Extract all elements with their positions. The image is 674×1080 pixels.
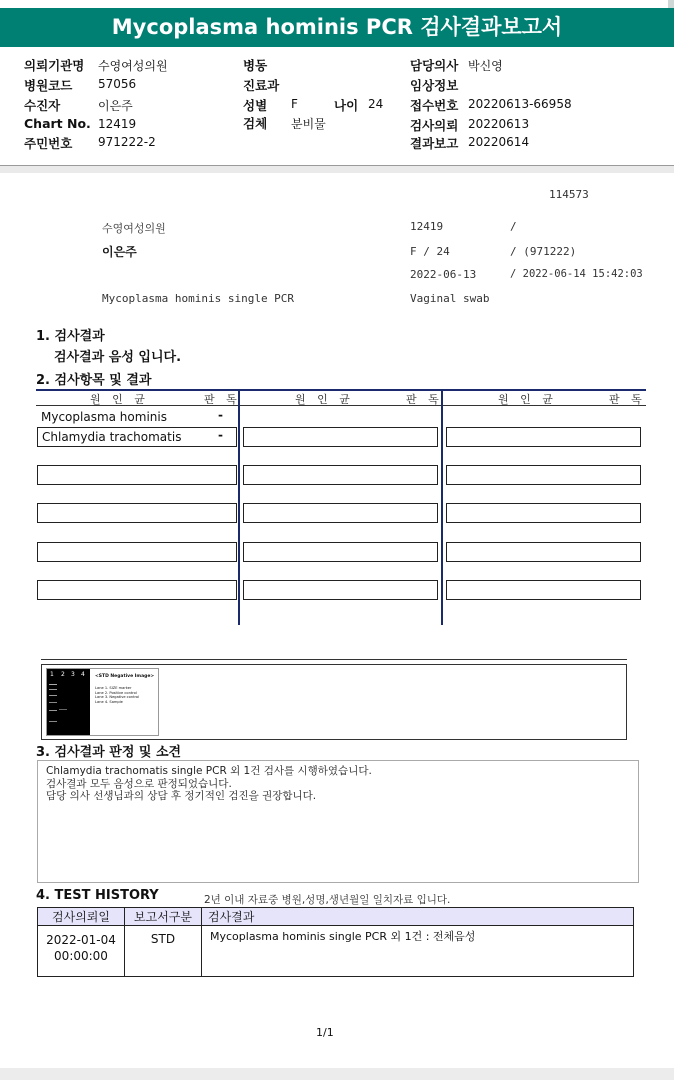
empty-cell	[446, 580, 641, 600]
item-2-name: Chlamydia trachomatis	[42, 430, 182, 444]
info-birth: / (971222)	[510, 245, 577, 258]
empty-cell	[446, 427, 641, 447]
history-time: 00:00:00	[54, 949, 108, 963]
specimen-value: 분비물	[291, 117, 326, 131]
info-clinic: 수영여성의원	[102, 222, 166, 235]
hospital-label: 의뢰기관명	[24, 58, 85, 73]
lane-number: 2	[61, 671, 65, 678]
gel-legend-title: <STD Negative Image>	[95, 674, 155, 679]
col-pathogen-header-1: 원 인 균	[90, 393, 149, 406]
history-col-date: 검사의뢰일	[38, 908, 125, 926]
history-result: Mycoplasma hominis single PCR 외 1건 : 전체음성	[202, 926, 634, 977]
age-label: 나이	[334, 98, 359, 113]
dept-label: 진료과	[243, 78, 280, 93]
table-row	[38, 926, 634, 977]
clinical-info-label: 임상정보	[410, 78, 459, 93]
empty-cell	[37, 503, 237, 523]
info-patient: 이은주	[102, 245, 137, 259]
empty-cell	[37, 465, 237, 485]
patient-label: 수진자	[24, 98, 61, 113]
info-specimen: Vaginal swab	[410, 292, 490, 305]
column-divider-2	[441, 389, 443, 625]
history-col-result: 검사결과	[202, 908, 634, 926]
col-judge-header-1: 판 독	[204, 393, 241, 406]
col-pathogen-header-2: 원 인 균	[295, 393, 354, 406]
page-bottom-band	[0, 1068, 674, 1080]
request-date-label: 검사의뢰	[410, 118, 459, 133]
info-slash: /	[510, 220, 517, 233]
empty-cell	[37, 542, 237, 562]
col-pathogen-header-3: 원 인 균	[498, 393, 557, 406]
resident-no-label: 주민번호	[24, 136, 73, 151]
doctor-label: 담당의사	[410, 58, 459, 73]
opinion-box	[37, 760, 639, 883]
history-note: 2년 이내 자료중 병원,성명,생년월일 일치자료 입니다.	[204, 894, 451, 906]
lane-number: 1	[50, 671, 54, 678]
empty-cell	[243, 503, 438, 523]
opinion-line: 담당 의사 선생님과의 상담 후 정기적인 검진을 권장합니다.	[46, 790, 317, 802]
lane-number: 3	[71, 671, 75, 678]
col-judge-header-2: 판 독	[406, 393, 443, 406]
report-number: 114573	[549, 188, 589, 201]
report-date-label: 결과보고	[410, 136, 459, 151]
column-divider-1	[238, 389, 240, 625]
item-2-result: -	[218, 428, 223, 442]
doctor-value: 박신영	[468, 59, 503, 73]
opinion-line: 검사결과 모두 음성으로 판정되었습니다.	[46, 777, 232, 790]
empty-cell	[243, 542, 438, 562]
image-top-rule	[41, 659, 627, 660]
patient-value: 이은주	[98, 99, 133, 113]
chart-label: Chart No.	[24, 116, 91, 131]
gel-legend-line: Lane 2. Positive control	[95, 690, 137, 695]
specimen-label: 검체	[243, 116, 268, 131]
sex-value: F	[291, 97, 298, 111]
hospital-code-value: 57056	[98, 77, 137, 91]
request-date-value: 20220613	[468, 117, 530, 131]
section-1-heading: 1. 검사결과	[36, 329, 105, 344]
lane-number: 4	[81, 671, 85, 678]
info-chart: 12419	[410, 220, 444, 233]
history-date-cell	[38, 926, 125, 977]
history-table	[37, 907, 634, 977]
gel-legend-line: Lane 4. Sample	[95, 699, 123, 704]
section-4-heading: 4. TEST HISTORY	[36, 888, 159, 903]
history-col-type: 보고서구분	[125, 908, 202, 926]
page-number: 1/1	[316, 1026, 334, 1039]
chart-value: 12419	[98, 117, 137, 131]
empty-cell	[243, 427, 438, 447]
empty-cell	[243, 465, 438, 485]
gel-lanes	[47, 669, 90, 735]
info-report-datetime: / 2022-06-14 15:42:03	[510, 268, 643, 280]
hospital-value: 수영여성의원	[98, 59, 168, 73]
item-1-result: -	[218, 408, 223, 422]
gel-legend	[95, 686, 139, 704]
hospital-code-label: 병원코드	[24, 78, 73, 93]
item-2-cell	[37, 427, 237, 447]
empty-cell	[446, 503, 641, 523]
age-value: 24	[368, 97, 384, 111]
empty-cell	[446, 465, 641, 485]
receipt-no-value: 20220613-66958	[468, 97, 572, 111]
info-test-name: Mycoplasma hominis single PCR	[102, 292, 295, 305]
resident-no-value: 971222-2	[98, 135, 156, 149]
history-date: 2022-01-04	[46, 933, 116, 947]
empty-cell	[243, 580, 438, 600]
sex-label: 성별	[243, 98, 268, 113]
empty-cell	[446, 542, 641, 562]
info-request-date: 2022-06-13	[410, 268, 477, 281]
ward-label: 병동	[243, 58, 268, 73]
page-gap	[0, 166, 674, 173]
report-title: Mycoplasma hominis PCR 검사결과보고서	[0, 8, 674, 47]
col-judge-header-3: 판 독	[609, 393, 646, 406]
gel-legend-line: Lane 3. Negative control	[95, 695, 140, 700]
section-2-heading: 2. 검사항목 및 결과	[36, 373, 152, 388]
receipt-no-label: 접수번호	[410, 98, 459, 113]
history-type: STD	[125, 926, 202, 977]
info-sex-age: F / 24	[410, 245, 450, 258]
opinion-line: Chlamydia trachomatis single PCR 외 1건 검사를 시행하였습니다.	[46, 765, 372, 777]
section-3-heading: 3. 검사결과 판정 및 소견	[36, 745, 182, 760]
section-1-result: 검사결과 음성 입니다.	[54, 350, 182, 365]
item-1-name: Mycoplasma hominis	[41, 410, 167, 424]
empty-cell	[37, 580, 237, 600]
report-date-value: 20220614	[468, 135, 530, 149]
gel-legend-line: Lane 1. SIZE marker	[95, 686, 132, 690]
